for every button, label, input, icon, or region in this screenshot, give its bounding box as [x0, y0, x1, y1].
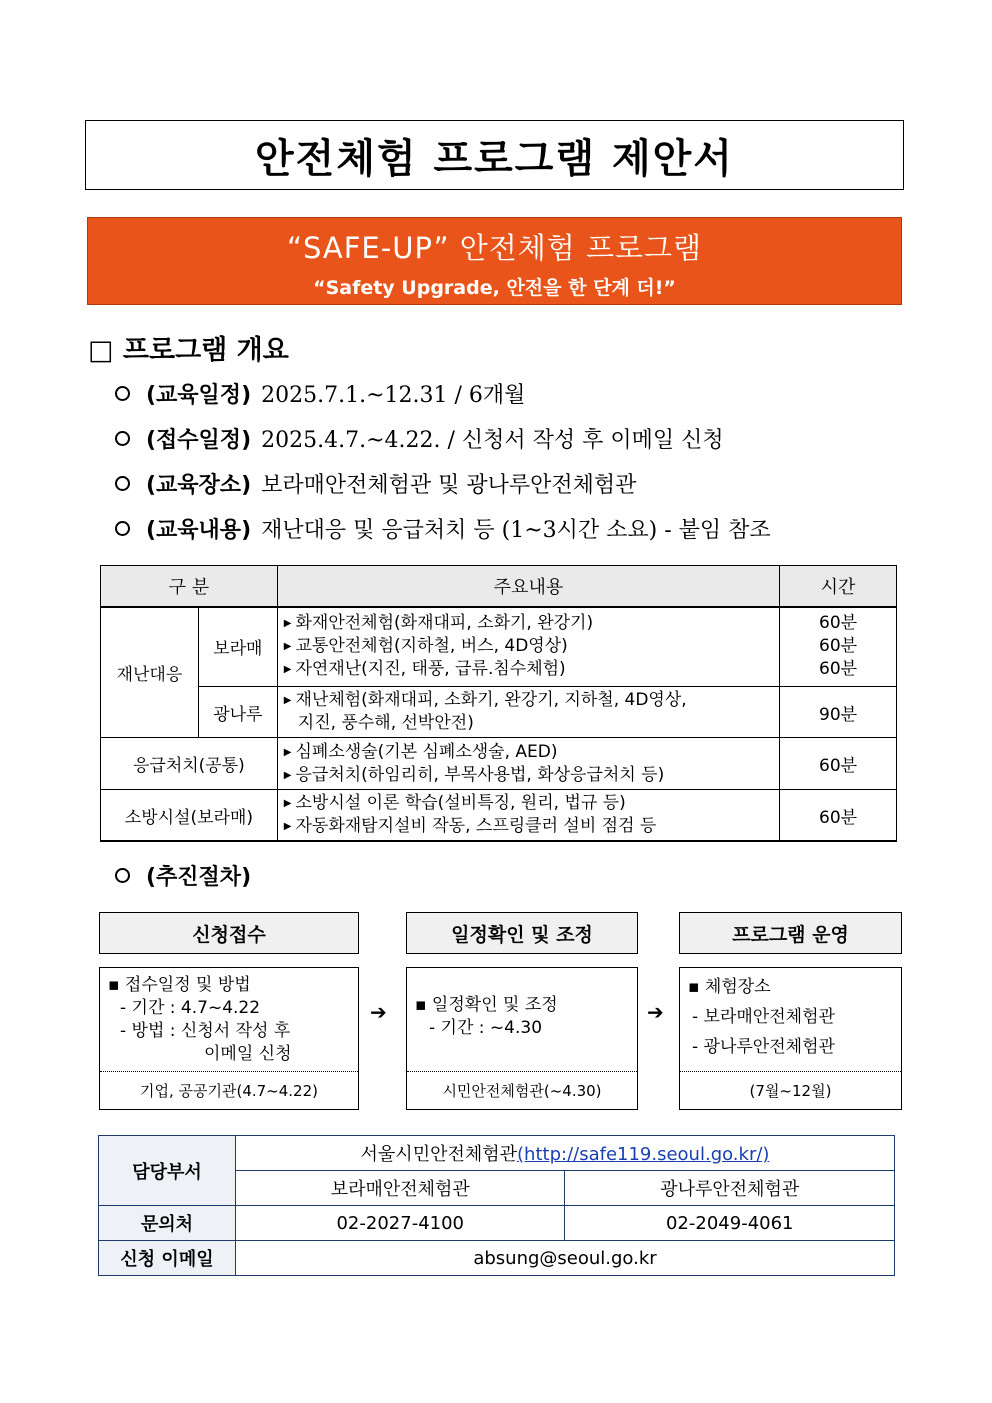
- overview-value: 재난대응 및 응급처치 등 (1~3시간 소요) - 붙임 참조: [261, 518, 771, 543]
- sub-boramae: 보라매: [198, 607, 277, 687]
- overview-value: 2025.4.7.~4.22. / 신청서 작성 후 이메일 신청: [261, 428, 724, 453]
- overview-item-schedule: [115, 378, 525, 409]
- sub-gwangnaru: 광나루: [198, 687, 277, 738]
- contact-table: [98, 1135, 895, 1276]
- stage1-footer: 기업, 공공기관(4.7~4.22): [100, 1071, 358, 1109]
- triangle-bullet-icon: ▶: [283, 821, 292, 832]
- list-item: ▶ 화재안전체험(화재대피, 소화기, 완강기): [283, 613, 594, 634]
- table-row: [101, 790, 897, 842]
- triangle-bullet-icon: ▶: [283, 618, 292, 630]
- list-item: ▶ 교통안전체험(지하철, 버스, 4D영상): [283, 636, 568, 657]
- circle-bullet-icon: [115, 476, 130, 491]
- phone-gwangnaru: 02-2049-4061: [565, 1206, 895, 1241]
- circle-bullet-icon: [115, 431, 130, 446]
- overview-value: 보라매안전체험관 및 광나루안전체험관: [261, 473, 637, 498]
- row-fire-facility: 소방시설(보라매): [101, 790, 278, 842]
- center-boramae: 보라매안전체험관: [236, 1171, 565, 1206]
- triangle-bullet-icon: ▶: [283, 641, 292, 653]
- stage2-footer: 시민안전체험관(~4.30): [407, 1071, 637, 1109]
- program-banner: [87, 217, 902, 305]
- table-row: [101, 607, 897, 687]
- banner-slogan: “Safety Upgrade, 안전을 한 단계 더!”: [313, 277, 676, 299]
- arrow-right-icon: ➔: [647, 1000, 664, 1024]
- header-category: 구 분: [101, 566, 278, 607]
- time-value: 60분: [780, 790, 897, 842]
- time-value: 60분: [819, 659, 858, 680]
- group-disaster: 재난대응: [101, 607, 199, 738]
- time-value: 60분: [780, 738, 897, 790]
- dept-label: 담당부서: [99, 1136, 236, 1206]
- dept-name: 서울시민안전체험관: [360, 1144, 518, 1165]
- stage3-line: - 광나루안전체험관: [692, 1037, 835, 1057]
- overview-label: (교육장소): [146, 473, 252, 498]
- table-row: [101, 738, 897, 790]
- phone-label: 문의처: [99, 1206, 236, 1241]
- list-item: ▶ 응급처치(하임리히, 부목사용법, 화상응급처치 등): [283, 764, 665, 785]
- time-value: 60분: [819, 613, 858, 634]
- stage2-line: - 기간 : ~4.30: [429, 1018, 543, 1038]
- time-value: 90분: [780, 687, 897, 738]
- overview-label: (접수일정): [146, 428, 252, 453]
- phone-boramae: 02-2027-4100: [236, 1206, 565, 1241]
- stage3-footer: (7월~12월): [680, 1071, 901, 1109]
- stage3-content: [680, 968, 901, 1068]
- dept-url-link[interactable]: (http://safe119.seoul.go.kr/): [517, 1144, 770, 1165]
- table-row: [99, 1241, 895, 1276]
- circle-bullet-icon: [115, 868, 130, 883]
- center-gwangnaru: 광나루안전체험관: [565, 1171, 895, 1206]
- document-title-box: [85, 120, 904, 190]
- overview-item-registration: [115, 423, 724, 454]
- time-value: 60분: [819, 636, 858, 657]
- triangle-bullet-icon: ▶: [283, 769, 292, 781]
- dept-cell: [236, 1136, 895, 1171]
- stage2-content: [407, 968, 637, 1046]
- overview-heading: □ 프로그램 개요: [88, 335, 289, 366]
- stage1-content: [100, 968, 358, 1072]
- stage2-box: [406, 967, 638, 1110]
- table-row: [101, 687, 897, 738]
- list-item: ▶ 심폐소생술(기본 심폐소생술, AED): [283, 741, 558, 762]
- circle-bullet-icon: [115, 521, 130, 536]
- procedure-heading-label: (추진절차): [146, 865, 252, 890]
- procedure-heading: [115, 860, 251, 891]
- arrow-right-icon: ➔: [370, 1000, 387, 1024]
- header-time: 시간: [780, 566, 897, 607]
- email-label: 신청 이메일: [99, 1241, 236, 1276]
- triangle-bullet-icon: ▶: [283, 746, 292, 758]
- stage2-title: 일정확인 및 조정: [406, 912, 638, 954]
- document-title: 안전체험 프로그램 제안서: [255, 135, 734, 182]
- table-row: [99, 1206, 895, 1241]
- list-item: ▶ 자연재난(지진, 태풍, 급류.침수체험): [283, 659, 566, 680]
- email-value: absung@seoul.go.kr: [236, 1241, 895, 1276]
- stage1-box: [99, 967, 359, 1110]
- stage3-box: [679, 967, 902, 1110]
- fire-facility-items: [277, 790, 779, 842]
- table-header-row: [101, 566, 897, 607]
- list-item: ▶ 소방시설 이론 학습(설비특징, 원리, 법규 등): [283, 793, 626, 813]
- triangle-bullet-icon: ▶: [283, 695, 292, 706]
- banner-title: “SAFE-UP” 안전체험 프로그램: [286, 231, 703, 265]
- list-item: ▶ 재난체험(화재대피, 소화기, 완강기, 지하철, 4D영상,: [283, 690, 687, 710]
- stage3-line: ▪ 체험장소: [688, 977, 771, 997]
- overview-item-content: [115, 513, 771, 544]
- triangle-bullet-icon: ▶: [283, 664, 292, 676]
- boramae-times: [780, 607, 897, 687]
- overview-label: (교육내용): [146, 518, 252, 543]
- triangle-bullet-icon: ▶: [283, 798, 292, 809]
- table-row: [99, 1136, 895, 1171]
- stage3-line: - 보라매안전체험관: [692, 1007, 835, 1027]
- stage2-line: ▪ 일정확인 및 조정: [415, 995, 558, 1015]
- stage1-line: - 방법 : 신청서 작성 후: [120, 1021, 291, 1041]
- stage3-title: 프로그램 운영: [679, 912, 902, 954]
- stage1-title: 신청접수: [99, 912, 359, 954]
- list-item: ▶ 자동화재탐지설비 작동, 스프링클러 설비 점검 등: [283, 816, 657, 836]
- stage1-line: - 기간 : 4.7~4.22: [120, 998, 261, 1018]
- header-content: 주요내용: [277, 566, 779, 607]
- program-table: [100, 565, 897, 842]
- row-first-aid: 응급처치(공통): [101, 738, 278, 790]
- overview-label: (교육일정): [146, 383, 252, 408]
- first-aid-items: [277, 738, 779, 790]
- stage1-line: ▪ 접수일정 및 방법: [108, 975, 251, 995]
- overview-item-location: [115, 468, 636, 499]
- boramae-items: [277, 607, 779, 687]
- circle-bullet-icon: [115, 386, 130, 401]
- stage1-line: 이메일 신청: [204, 1044, 292, 1064]
- gwangnaru-items: [277, 687, 779, 738]
- overview-value: 2025.7.1.~12.31 / 6개월: [261, 383, 526, 408]
- list-item-continued: 지진, 풍수해, 선박안전): [297, 713, 474, 733]
